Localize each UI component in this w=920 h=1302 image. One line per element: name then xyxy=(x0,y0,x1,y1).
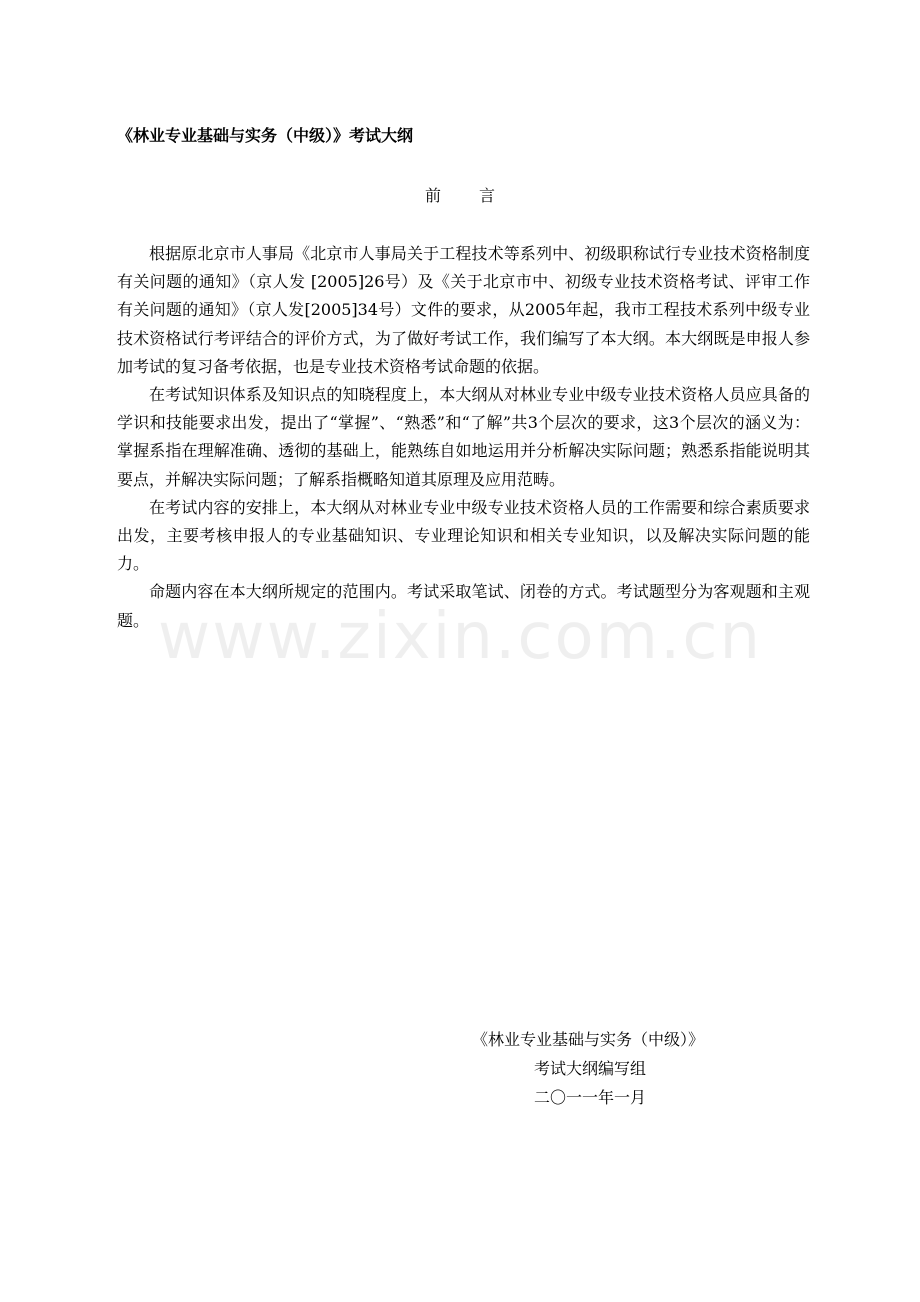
paragraph-1: 根据原北京市人事局《北京市人事局关于工程技术等系列中、初级职称试行专业技术资格制度有关问题的通知》（京人发 [2005]26号）及《关于北京市中、初级专业技术资格考试、评审工作有关问题的通知》（京人发[2005]34号）文件的要求，从2005年起，我市工程技术系列中级专业技术资格试行考评结合的评价方式，为了做好考试工作，我们编写了本大纲。本大纲既是申报人参加考试的复习备考依据，也是专业技术资格考试命题的依据。 xyxy=(117,244,810,376)
paragraph-4: 命题内容在本大纲所规定的范围内。考试采取笔试、闭卷的方式。考试题型分为客观题和主观题。 xyxy=(117,582,810,630)
signature-date: 二〇一一年一月 xyxy=(533,1088,646,1107)
preface-body xyxy=(117,240,810,635)
watermark: www.zixin.com.cn xyxy=(157,600,763,674)
signature-author: 考试大纲编写组 xyxy=(533,1059,646,1078)
preface-heading: 前言 xyxy=(424,186,533,205)
document-title: 《林业专业基础与实务（中级）》考试大纲 xyxy=(117,126,414,145)
paragraph-2: 在考试知识体系及知识点的知晓程度上，本大纲从对林业专业中级专业技术资格人员应具备的学识和技能要求出发，提出了“掌握”、“熟悉”和“了解”共3个层次的要求，这3个层次的涵义为：掌握系指在理解准确、透彻的基础上，能熟练自如地运用并分析解决实际问题；熟悉系指能说明其要点，并解决实际问题；了解系指概略知道其原理及应用范畴。 xyxy=(117,385,810,489)
paragraph-3: 在考试内容的安排上，本大纲从对林业专业中级专业技术资格人员的工作需要和综合素质要求出发，主要考核申报人的专业基础知识、专业理论知识和相关专业知识，以及解决实际问题的能力。 xyxy=(117,497,810,574)
signature-book-title: 《林业专业基础与实务（中级）》 xyxy=(471,1030,704,1049)
signature-block xyxy=(420,1025,760,1112)
